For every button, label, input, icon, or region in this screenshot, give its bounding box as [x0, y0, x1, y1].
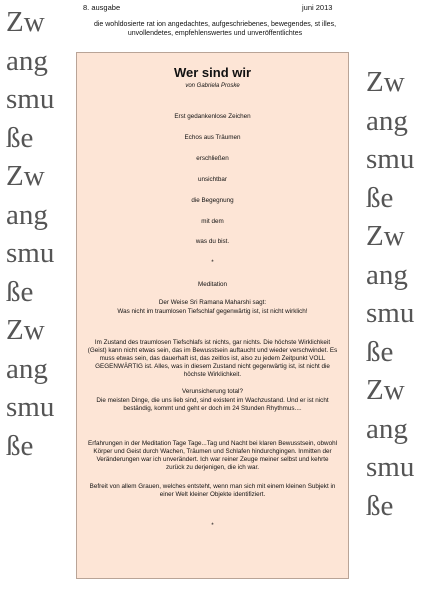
poem-line: die Begegnung — [191, 197, 234, 204]
sidebar-word: ße — [366, 489, 394, 522]
tagline — [70, 20, 360, 38]
sidebar-word: smu — [366, 451, 415, 483]
essay-heading: Meditation — [197, 281, 228, 288]
end-separator: * — [211, 522, 214, 529]
tagline-line: die wohldosierte rat ion angedachtes, aufgeschriebenes, bewegendes, st illes, — [93, 21, 337, 28]
issue-label: 8. ausgabe — [83, 3, 121, 12]
poem-line: mit dem — [201, 218, 224, 225]
sidebar-word: ße — [366, 181, 394, 214]
essay-paragraph: Die meisten Dinge, die uns lieb sind, sind existent im Wachzustand. Und er ist nicht beständig, kommt und geht er doch im 24 Stunden Rhythmus.... — [96, 397, 329, 412]
sidebar-word: ße — [366, 335, 394, 368]
sidebar-word: Zw — [366, 66, 405, 98]
poem-separator: * — [211, 259, 214, 266]
sidebar-word: ang — [366, 258, 408, 291]
sidebar-left — [6, 8, 66, 470]
quote-line: Was nicht im traumlosen Tiefschlaf gegenwärtig ist, ist nicht wirklich! — [117, 308, 308, 315]
essay-paragraph: Verunsicherung total? — [182, 388, 243, 395]
sidebar-word: ang — [6, 352, 48, 385]
sidebar-right — [366, 68, 424, 530]
poem-line: unsichtbar — [197, 176, 228, 183]
sidebar-word: ang — [6, 198, 48, 231]
sidebar-word: ang — [366, 412, 408, 445]
poem-line: Echos aus Träumen — [184, 134, 241, 141]
sidebar-word: ang — [6, 44, 48, 77]
sidebar-word: smu — [6, 237, 55, 269]
sidebar-word: ße — [6, 429, 34, 462]
essay-paragraph: Erfahrungen in der Meditation Tage Tage...Tag und Nacht bei klaren Bewusstsein, obwohl Körper und Geist durch Wachen, Träumen und Schlafen hindurchgingen. Inmitten der Veränderungen war ich unverändert. Ich war reiner Zeuge meiner selbst und kehrte zurück zu derjenigen, die ich war. — [88, 440, 337, 471]
tagline-line: unvollendetes, empfehlenswertes und unveröffentlichtes — [127, 30, 303, 37]
content-panel — [76, 52, 349, 579]
sidebar-word: smu — [366, 143, 415, 175]
sidebar-word: smu — [6, 83, 55, 115]
sidebar-word: Zw — [366, 220, 405, 252]
sidebar-word: ang — [366, 104, 408, 137]
sidebar-word: smu — [366, 297, 415, 329]
sidebar-word: Zw — [6, 314, 45, 346]
date-label: juni 2013 — [302, 3, 333, 12]
sidebar-word: smu — [6, 391, 55, 423]
quote-line: Der Weise Sri Ramana Maharshi sagt: — [158, 299, 267, 306]
essay-paragraph: Im Zustand des traumlosen Tiefschlafs ist nichts, gar nichts. Die höchste Wirklichkeit (Geist) kann nicht etwas sein, das im Bewusstsein auftaucht und wieder verschwindet. Es muss etwas sein, das dauerhaft ist, das zeitlos ist, also zu jedem Zeitpunkt VOLL GEGENWÄRTIG ist. Alles, was in diesem Zustand nicht gegenwärtig ist, ist nicht die höchste Wirklichkeit. — [87, 339, 338, 378]
poem-title: Wer sind wir — [173, 65, 252, 80]
poem-line: was du bist. — [195, 238, 230, 245]
sidebar-word: Zw — [6, 6, 45, 38]
poem-author: von Gabriela Proske — [185, 83, 240, 89]
poem-line: Erst gedankenlose Zeichen — [174, 113, 251, 120]
poem-line: erschließen — [196, 155, 229, 162]
sidebar-word: ße — [6, 121, 34, 154]
sidebar-word: Zw — [6, 160, 45, 192]
essay-paragraph: Befreit von allem Grauen, welches entsteht, wenn man sich mit einem kleinen Subjekt in einer Welt kleiner Objekte identifiziert. — [89, 483, 336, 498]
sidebar-word: ße — [6, 275, 34, 308]
sidebar-word: Zw — [366, 374, 405, 406]
